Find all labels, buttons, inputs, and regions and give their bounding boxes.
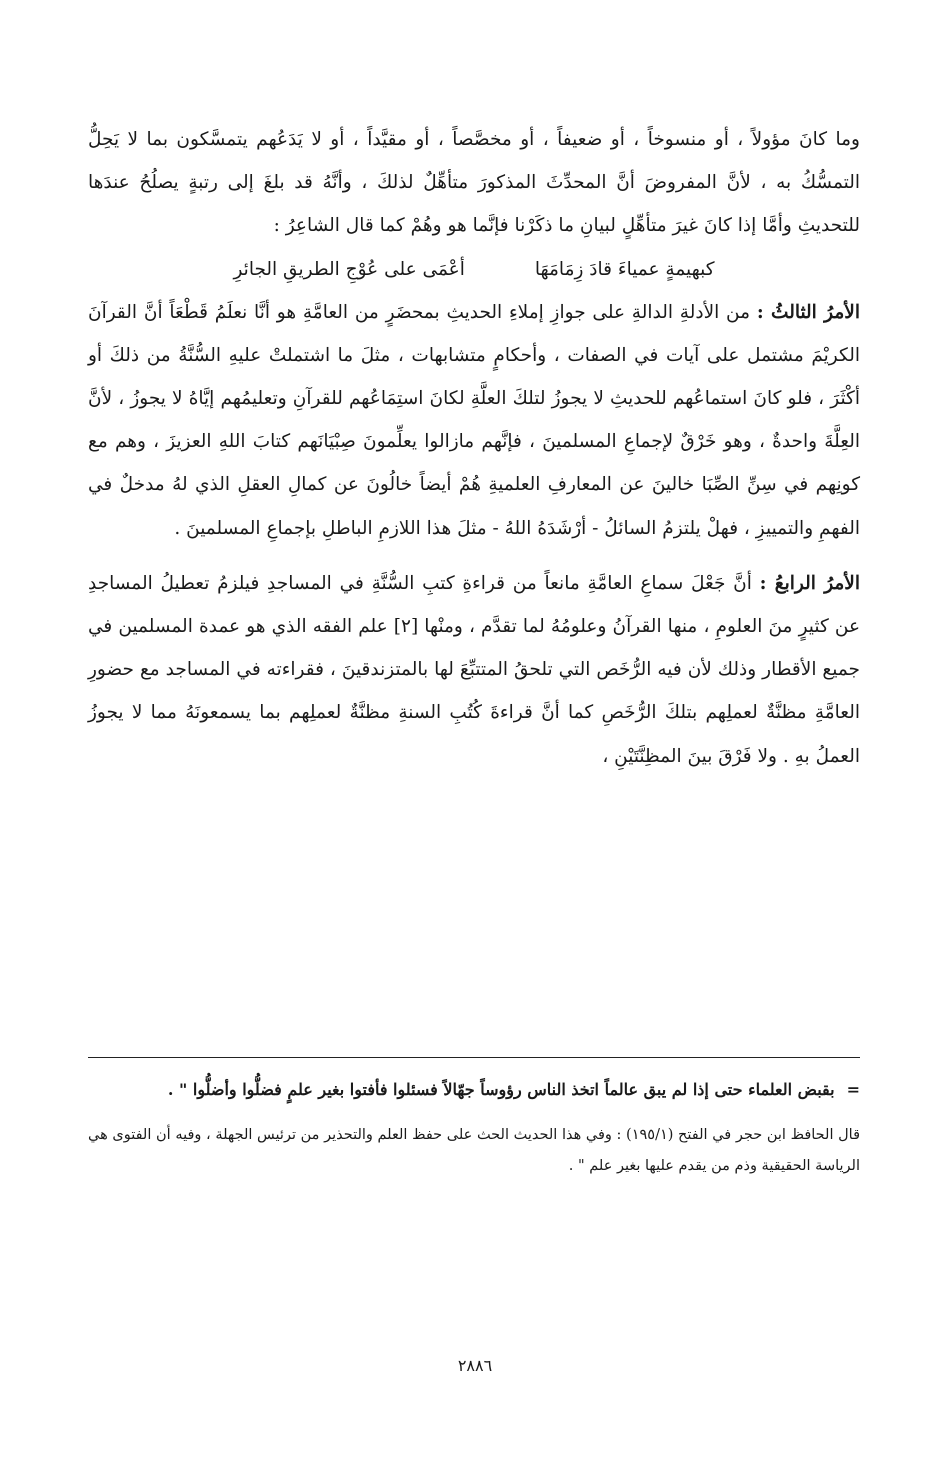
paragraph-spacer bbox=[88, 550, 860, 562]
paragraph-1: وما كانَ مؤولاً ، أو منسوخاً ، أو ضعيفاً ، أو مخصَّصاً ، أو مقيَّداً ، أو لا يَدَعُهم يتمسَّكون بما لا يَحِلُّ التمسُّكُ به ، لأنَّ المفروضَ أنَّ المحدِّثَ المذكورَ متأهِّلٌ لذلكَ ، وأنَّهُ قد بلغَ إلى رتبةٍ يصلُحُ عندَها للتحديثِ وأمَّا إذا كانَ غيرَ متأهِّلٍ لبيانِ ما ذكَرْنا فإنَّما هو وهُمْ كما قال الشاعِرُ : bbox=[88, 129, 860, 237]
third-matter-text: من الأدلةِ الدالةِ على جوازِ إملاءِ الحديثِ بمحضَرٍ من العامَّةِ هو أنَّا نعلَمُ قَطْعَاً أنَّ القرآنَ الكريْمَ مشتمل على آيات في الصفات ، وأحكامٍ متشابهات ، مثلَ ما اشتملتْ عليهِ السُّنَّةُ من ذلكَ أو أكْثَرَ ، فلو كانَ استماعُهم للحديثِ لا يجوزُ لتلكَ العلَّةِ لكانَ استِمَاعُهم للقرآنِ وتعليمُهم إيَّاهُ لا يجوزُ ، لأنَّ العِلَّةَ واحدةٌ ، وهو خَرْقٌ لإجماعِ المسلمينَ ، فإنَّهم مازالوا يعلِّمونَ صِبْيَانَهم كتابَ اللهِ العزيزَ ، وهم مع كونِهم في سِنِّ الصِّبَا خالينَ عن المعارفِ العلميةِ هُمْ أيضاً خالُونَ عن كمالِ العقلِ الذي لهُ مدخلٌ في الفهمِ والتمييزِ ، فهلْ يلتزمُ السائلُ - أرْشَدَهُ اللهُ - مثلَ هذا اللازمِ الباطلِ بإجماعِ المسلمينَ . bbox=[88, 301, 860, 539]
footnote-text: قال الحافظ ابن حجر في الفتح (١٩٥/١) : وفي هذا الحديث الحث على حفظ العلم والتحذير من ترئيس الجهلة ، وفيه أن الفتوى هي الرياسة الحقيقية وذم من يقدم عليها بغير علم " . bbox=[88, 1127, 861, 1174]
paragraph-third-matter bbox=[88, 291, 860, 550]
footnotes bbox=[88, 1072, 860, 1182]
continuation-marker: = bbox=[846, 1080, 860, 1099]
fourth-matter-heading: الأمرُ الرابعُ : bbox=[759, 572, 860, 594]
continuation-text: بقبض العلماء حتى إذا لم يبق عالماً اتخذ الناس رؤوساً جهّالاً فسئلوا فأفتوا بغير علمٍ فضلُّوا وأضلُّوا " . bbox=[167, 1080, 835, 1099]
verse-second-hemistich: أعْمَى على عُوْجِ الطريقِ الجائرِ bbox=[233, 258, 465, 280]
paragraph-fourth-matter bbox=[88, 562, 860, 778]
poetry-verse bbox=[88, 248, 860, 291]
verse-first-hemistich: كبهيمةٍ عمياءَ قادَ زِمَامَهَا bbox=[534, 258, 715, 280]
footnote-continuation bbox=[88, 1072, 860, 1108]
third-matter-heading: الأمرُ الثالثُ : bbox=[756, 301, 860, 323]
footnote-divider bbox=[88, 1057, 860, 1058]
page-number: ٢٨٨٦ bbox=[457, 1356, 493, 1375]
fourth-matter-text: أنَّ جَعْلَ سماعِ العامَّةِ مانعاً من قراءةِ كتبِ السُّنَّةِ في المساجدِ فيلزمُ تعطيلُ المساجدِ عن كثيرٍ منَ العلومِ ، منها القرآنُ وعلومُهُ لما تقدَّم ، ومنْها [٢] علم الفقه الذي هو عمدة المسلمين في جميع الأقطار وذلك لأن فيه الرُّخَص التي تلحقُ المتتبِّعَ لها بالمتزندقينَ ، فقراءته في المساجد مع حضورِ العامَّةِ مظنَّةٌ لعملِهم بتلكَ الرُّخَصِ كما أنَّ قراءةَ كُتُبِ السنةِ مظنَّةٌ لعملِهم بما يسمعونَهُ مما لا يجوزُ العملُ بهِ . ولا فَرْقَ بينَ المظِنَّتَيْنِ ، bbox=[88, 572, 860, 767]
main-text bbox=[88, 118, 860, 778]
